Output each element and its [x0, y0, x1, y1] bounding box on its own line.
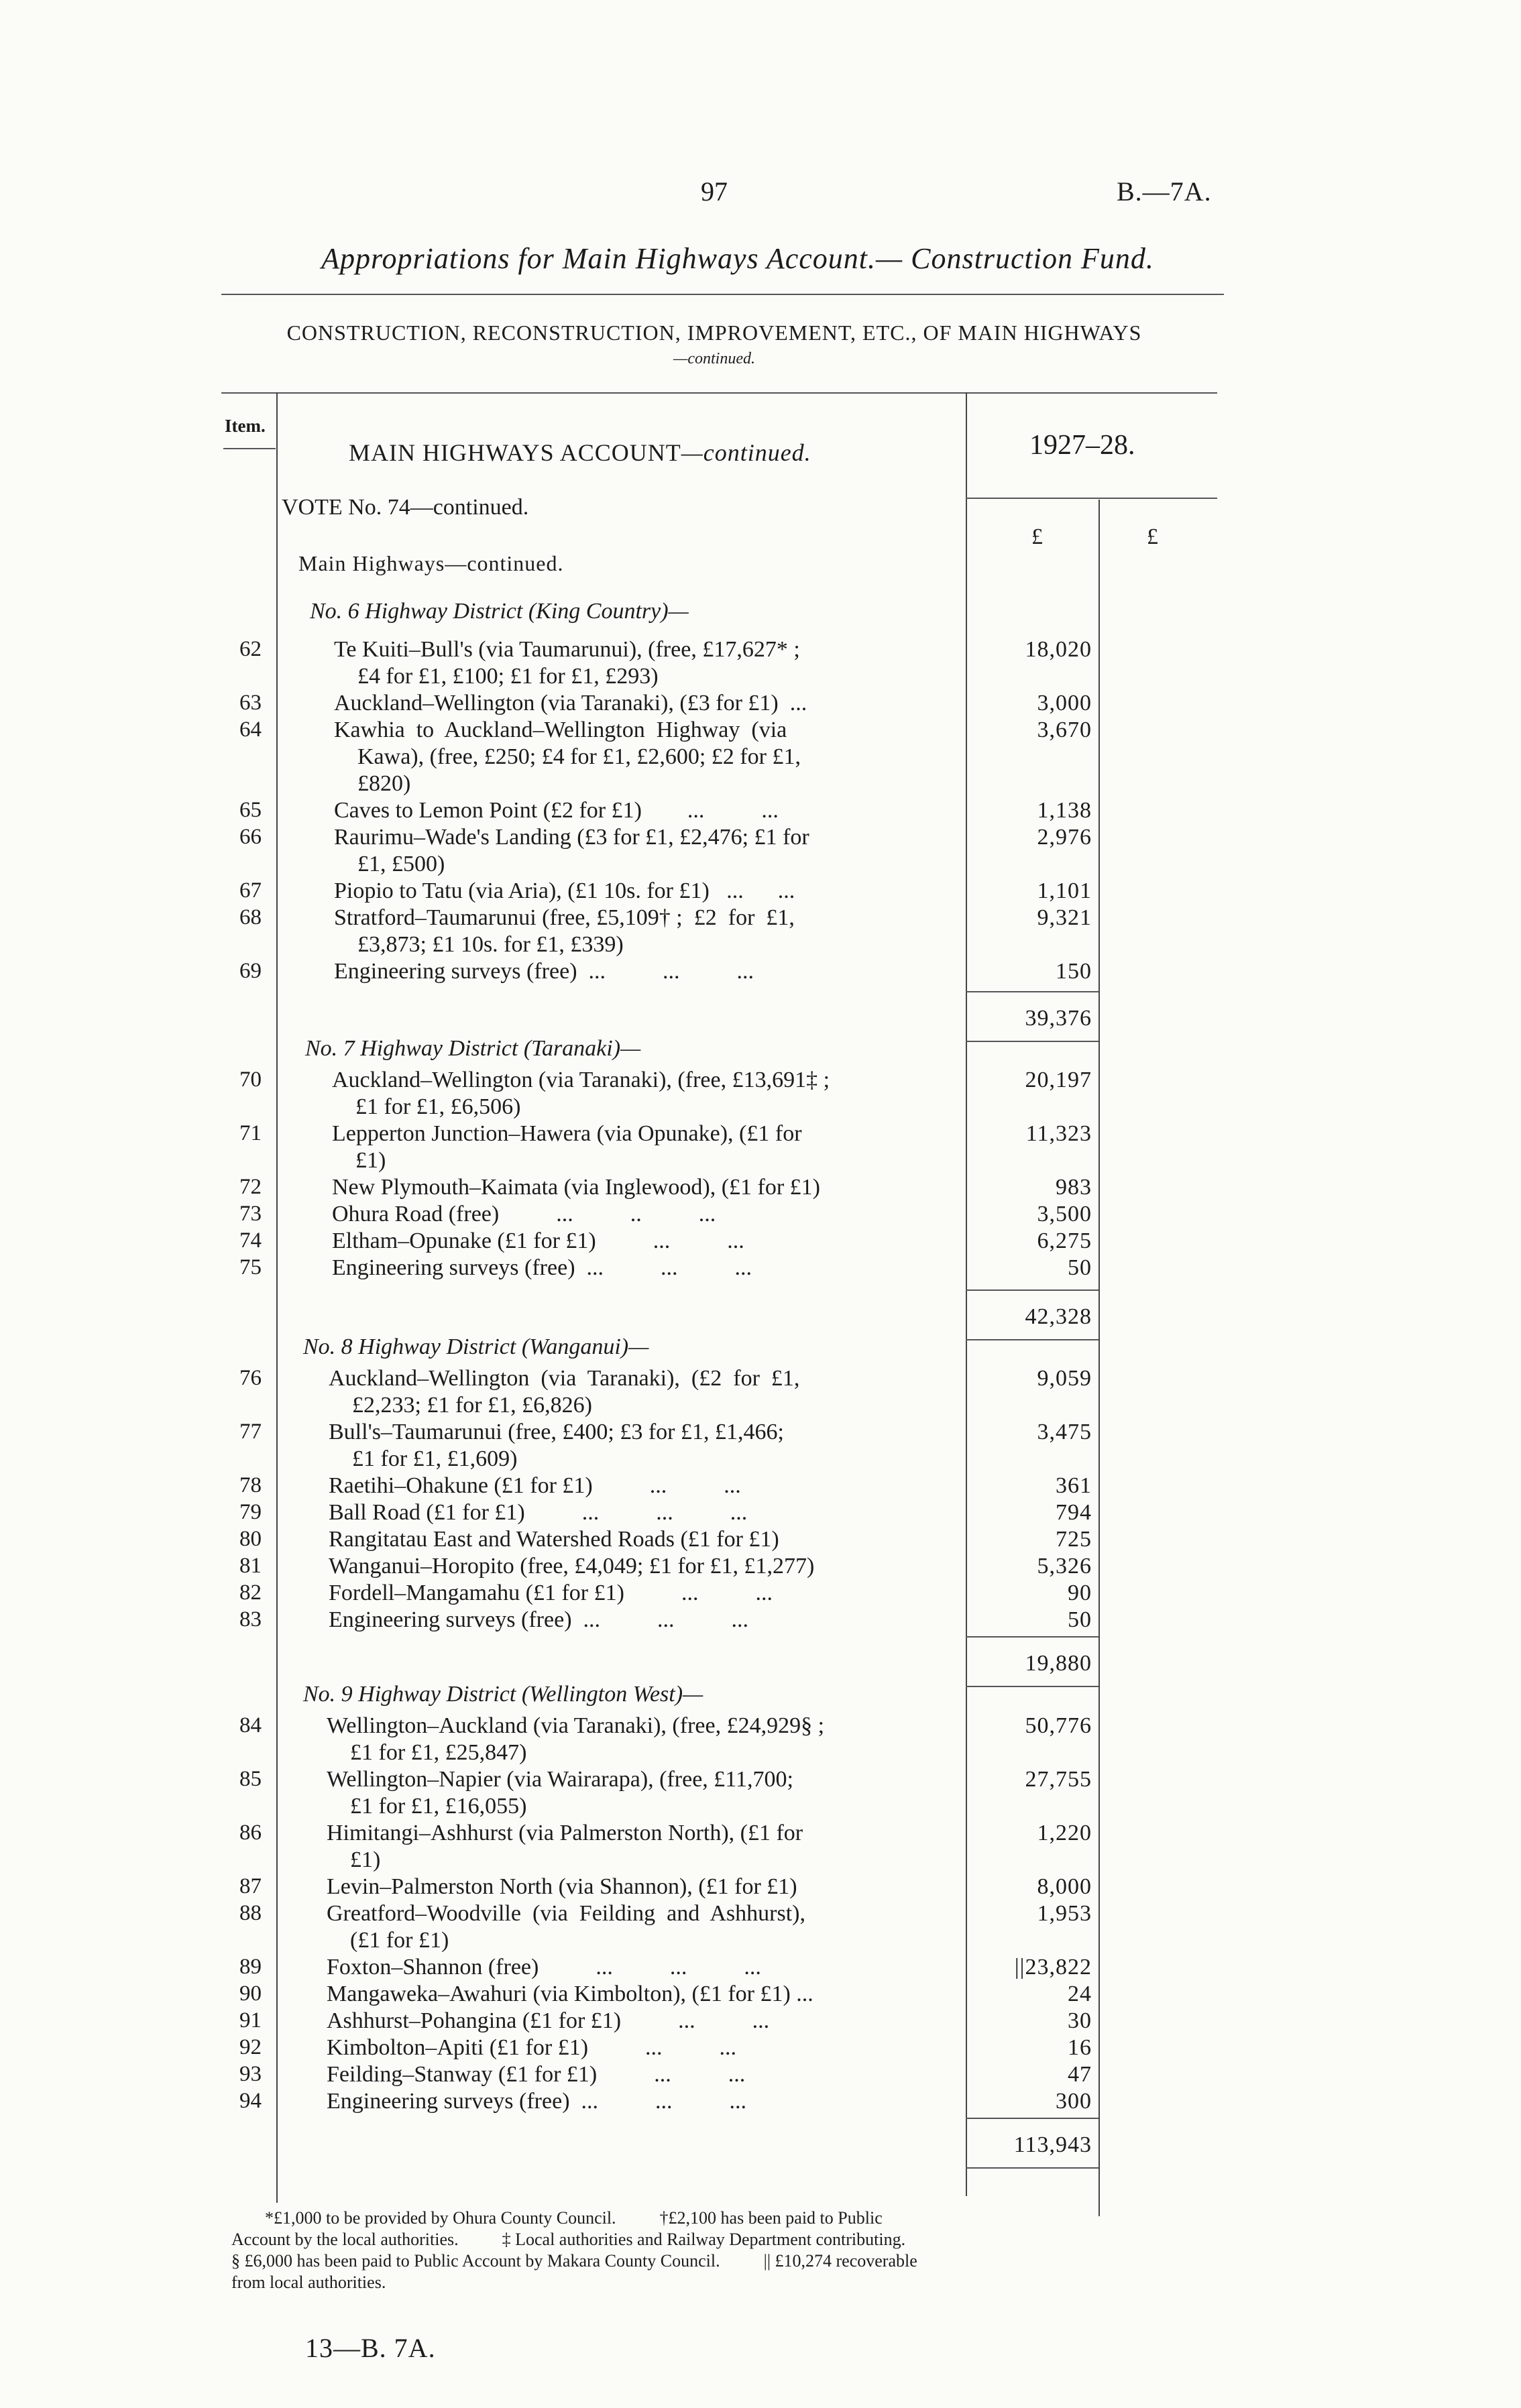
subtotal-rule	[966, 1636, 1098, 1638]
item-amount: 8,000	[1037, 1874, 1092, 1899]
signature-mark: 13—B. 7A.	[305, 2333, 436, 2363]
item-amount: 150	[1056, 959, 1092, 984]
item-description-line: £1)	[350, 1847, 381, 1872]
footnote-line-3: § £6,000 has been paid to Public Account by Makara County Council. || £10,274 recoverable	[231, 2251, 917, 2271]
item-number: 92	[239, 2035, 262, 2059]
item-description-line: Ohura Road (free) ... .. ...	[332, 1202, 716, 1226]
item-description-line: £2,233; £1 for £1, £6,826)	[352, 1393, 592, 1418]
item-description-line: £1 for £1, £1,609)	[352, 1446, 518, 1471]
item-description-line: Wellington–Napier (via Wairarapa), (free, £11,700;	[327, 1767, 793, 1792]
item-description-line: Levin–Palmerston North (via Shannon), (£1 for £1)	[327, 1874, 797, 1899]
item-number: 90	[239, 1982, 262, 2006]
footnote-line-1: *£1,000 to be provided by Ohura County Council. †£2,100 has been paid to Public	[265, 2208, 883, 2228]
item-number: 81	[239, 1554, 262, 1578]
footnote-line-4: from local authorities.	[231, 2273, 386, 2292]
item-description-line: £3,873; £1 10s. for £1, £339)	[357, 932, 624, 957]
item-amount: 50	[1068, 1255, 1092, 1280]
item-amount: 361	[1056, 1473, 1092, 1498]
item-number: 86	[239, 1821, 262, 1845]
total-underline	[966, 1686, 1098, 1687]
item-description-line: Raurimu–Wade's Landing (£3 for £1, £2,476; £1 for	[334, 825, 809, 850]
item-description-line: Bull's–Taumarunui (free, £400; £3 for £1, £1,466;	[329, 1420, 784, 1444]
vote-heading: VOTE No. 74—continued.	[282, 495, 529, 520]
item-number: 71	[239, 1121, 262, 1145]
item-amount: 2,976	[1037, 825, 1092, 850]
item-amount: 3,000	[1037, 691, 1092, 715]
main-highways-heading: Main Highways—continued.	[298, 551, 564, 575]
item-amount: 11,323	[1025, 1121, 1092, 1146]
item-amount: 3,670	[1037, 718, 1092, 742]
table-top-rule	[221, 392, 1217, 394]
item-number: 85	[239, 1767, 262, 1791]
pound-sign-column-2: £	[1147, 524, 1158, 549]
item-description-line: Himitangi–Ashhurst (via Palmerston North), (£1 for	[327, 1821, 803, 1845]
item-description-line: Engineering surveys (free) ... ... ...	[327, 2089, 747, 2114]
item-description-line: £1)	[355, 1148, 386, 1173]
footnote-line-2: Account by the local authorities. ‡ Local authorities and Railway Department contributing.	[231, 2230, 906, 2249]
item-description-line: Eltham–Opunake (£1 for £1) ... ...	[332, 1228, 744, 1253]
item-number: 83	[239, 1607, 262, 1631]
item-number: 68	[239, 905, 262, 929]
item-number: 66	[239, 825, 262, 849]
title-rule	[221, 294, 1224, 295]
item-amount: 27,755	[1025, 1767, 1092, 1792]
item-number: 63	[239, 691, 262, 715]
item-amount: 1,220	[1037, 1821, 1092, 1845]
page-number: 97	[701, 176, 728, 207]
item-amount: 3,500	[1037, 1202, 1092, 1226]
item-description-line: Auckland–Wellington (via Taranaki), (£2 for £1,	[329, 1366, 800, 1391]
item-description-line: Greatford–Woodville (via Feilding and Ashhurst),	[327, 1901, 805, 1926]
item-description-line: Stratford–Taumarunui (free, £5,109† ; £2 for £1,	[334, 905, 795, 930]
subtotal-rule	[966, 2118, 1098, 2119]
item-description-line: Caves to Lemon Point (£2 for £1) ... ...	[334, 798, 779, 823]
item-number: 94	[239, 2089, 262, 2113]
item-number: 80	[239, 1527, 262, 1551]
total-underline	[966, 2167, 1098, 2169]
item-description-line: Engineering surveys (free) ... ... ...	[334, 959, 754, 984]
district-total: 42,328	[1025, 1304, 1092, 1329]
item-amount: 6,275	[1037, 1228, 1092, 1253]
item-description-line: Te Kuiti–Bull's (via Taumarunui), (free, £17,627* ;	[334, 637, 800, 662]
item-description-line: Ashhurst–Pohangina (£1 for £1) ... ...	[327, 2008, 770, 2033]
item-description-line: Piopio to Tatu (via Aria), (£1 10s. for £1) ... ...	[334, 878, 795, 903]
total-column-divider	[1098, 500, 1100, 2216]
item-amount: 90	[1068, 1581, 1092, 1605]
item-number: 82	[239, 1581, 262, 1605]
item-description-line: £820)	[357, 771, 411, 796]
item-amount: 9,321	[1037, 905, 1092, 930]
item-number: 75	[239, 1255, 262, 1279]
item-amount: 1,953	[1037, 1901, 1092, 1926]
item-amount: 725	[1056, 1527, 1092, 1552]
item-number: 69	[239, 959, 262, 983]
item-description-line: Kawa), (free, £250; £4 for £1, £2,600; £2 for £1,	[357, 744, 801, 769]
item-description-line: Auckland–Wellington (via Taranaki), (free, £13,691‡ ;	[332, 1068, 830, 1092]
amount-column-divider	[966, 392, 967, 2196]
item-description-line: Wellington–Auckland (via Taranaki), (free, £24,929§ ;	[327, 1713, 825, 1738]
account-heading: MAIN HIGHWAYS ACCOUNT—continued.	[349, 439, 811, 466]
district-heading: No. 7 Highway District (Taranaki)—	[305, 1036, 641, 1061]
item-amount: 9,059	[1037, 1366, 1092, 1391]
item-description-line: £1 for £1, £25,847)	[350, 1740, 527, 1765]
item-number: 73	[239, 1202, 262, 1226]
section-subtitle-continued: —continued.	[673, 350, 755, 367]
item-number: 88	[239, 1901, 262, 1925]
district-total: 39,376	[1025, 1006, 1092, 1031]
item-description-line: £4 for £1, £100; £1 for £1, £293)	[357, 664, 659, 689]
district-heading: No. 9 Highway District (Wellington West)—	[303, 1682, 703, 1707]
document-reference: B.—7A.	[1117, 176, 1212, 207]
item-description-line: Mangaweka–Awahuri (via Kimbolton), (£1 for £1) ...	[327, 1982, 813, 2006]
item-amount: 24	[1068, 1982, 1092, 2006]
item-amount: 3,475	[1037, 1420, 1092, 1444]
district-total: 19,880	[1025, 1651, 1092, 1676]
item-amount: 50	[1068, 1607, 1092, 1632]
item-amount: 16	[1068, 2035, 1092, 2060]
item-number: 87	[239, 1874, 262, 1898]
year-header-rule	[966, 498, 1217, 499]
item-description-line: Kawhia to Auckland–Wellington Highway (via	[334, 718, 787, 742]
item-number: 62	[239, 637, 262, 661]
item-number: 78	[239, 1473, 262, 1497]
item-header-rule	[223, 448, 276, 449]
item-description-line: Feilding–Stanway (£1 for £1) ... ...	[327, 2062, 746, 2087]
item-amount: 1,138	[1037, 798, 1092, 823]
subtotal-rule	[966, 991, 1098, 992]
total-underline	[966, 1339, 1098, 1340]
item-number: 70	[239, 1068, 262, 1092]
item-description-line: Fordell–Mangamahu (£1 for £1) ... ...	[329, 1581, 773, 1605]
item-number: 65	[239, 798, 262, 822]
item-column-divider	[276, 392, 278, 2203]
item-amount: 30	[1068, 2008, 1092, 2033]
item-number: 74	[239, 1228, 262, 1253]
page-title: Appropriations for Main Highways Account.— Construction Fund.	[321, 242, 1154, 275]
item-number: 84	[239, 1713, 262, 1737]
item-amount: 5,326	[1037, 1554, 1092, 1579]
item-description-line: Auckland–Wellington (via Taranaki), (£3 for £1) ...	[334, 691, 807, 715]
item-amount: ||23,822	[1014, 1955, 1092, 1980]
item-amount: 300	[1056, 2089, 1092, 2114]
item-amount: 50,776	[1025, 1713, 1092, 1738]
pound-sign-column-1: £	[1031, 524, 1043, 549]
item-number: 93	[239, 2062, 262, 2086]
item-description-line: £1 for £1, £16,055)	[350, 1794, 527, 1819]
item-amount: 47	[1068, 2062, 1092, 2087]
item-description-line: £1, £500)	[357, 852, 445, 876]
item-description-line: Rangitatau East and Watershed Roads (£1 for £1)	[329, 1527, 779, 1552]
total-underline	[966, 1041, 1098, 1042]
year-column-header: 1927–28.	[1029, 430, 1135, 461]
item-description-line: Engineering surveys (free) ... ... ...	[332, 1255, 752, 1280]
item-number: 91	[239, 2008, 262, 2032]
item-description-line: (£1 for £1)	[350, 1928, 449, 1953]
item-amount: 20,197	[1025, 1068, 1092, 1092]
item-number: 79	[239, 1500, 262, 1524]
district-heading: No. 6 Highway District (King Country)—	[310, 599, 689, 624]
item-number: 77	[239, 1420, 262, 1444]
item-description-line: Wanganui–Horopito (free, £4,049; £1 for £1, £1,277)	[329, 1554, 815, 1579]
item-number: 67	[239, 878, 262, 903]
item-amount: 794	[1056, 1500, 1092, 1525]
item-number: 76	[239, 1366, 262, 1390]
subtotal-rule	[966, 1289, 1098, 1291]
item-description-line: £1 for £1, £6,506)	[355, 1094, 521, 1119]
district-heading: No. 8 Highway District (Wanganui)—	[303, 1334, 649, 1359]
district-total: 113,943	[1013, 2132, 1092, 2157]
item-description-line: Lepperton Junction–Hawera (via Opunake), (£1 for	[332, 1121, 802, 1146]
item-column-header: Item.	[225, 416, 266, 436]
item-amount: 18,020	[1025, 637, 1092, 662]
item-description-line: Foxton–Shannon (free) ... ... ...	[327, 1955, 761, 1980]
item-description-line: New Plymouth–Kaimata (via Inglewood), (£1 for £1)	[332, 1175, 820, 1200]
item-description-line: Kimbolton–Apiti (£1 for £1) ... ...	[327, 2035, 737, 2060]
item-description-line: Engineering surveys (free) ... ... ...	[329, 1607, 749, 1632]
item-number: 72	[239, 1175, 262, 1199]
item-number: 64	[239, 718, 262, 742]
item-amount: 983	[1056, 1175, 1092, 1200]
section-subtitle: CONSTRUCTION, RECONSTRUCTION, IMPROVEMENT, ETC., OF MAIN HIGHWAYS	[286, 321, 1142, 345]
item-description-line: Raetihi–Ohakune (£1 for £1) ... ...	[329, 1473, 741, 1498]
item-number: 89	[239, 1955, 262, 1979]
item-description-line: Ball Road (£1 for £1) ... ... ...	[329, 1500, 748, 1525]
item-amount: 1,101	[1037, 878, 1092, 903]
